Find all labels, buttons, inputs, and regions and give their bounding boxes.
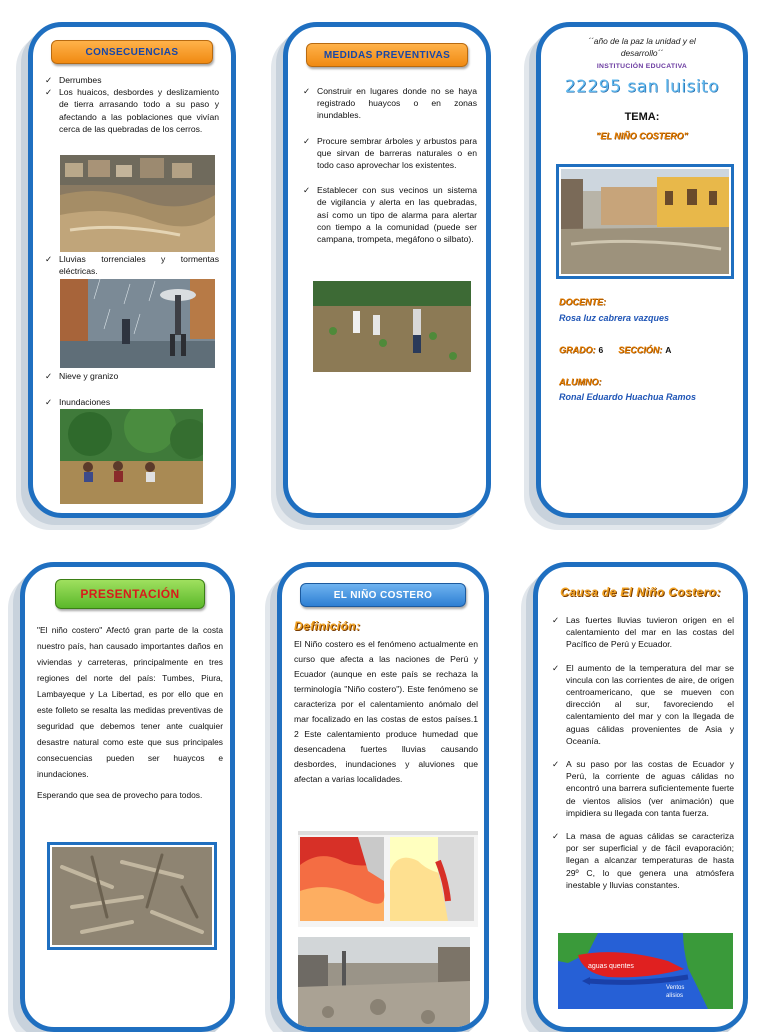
medidas-header: MEDIDAS PREVENTIVAS <box>306 43 468 67</box>
alumno-name: Ronal Eduardo Huachua Ramos <box>559 392 697 402</box>
panel-causa <box>533 562 748 1032</box>
causa-header: Causa de El Niño Costero: <box>560 585 721 599</box>
seccion-label: SECCIÓN: <box>618 345 663 355</box>
grado-seccion <box>559 345 671 355</box>
map-label-alisios: alísios <box>666 993 684 999</box>
flooded-street-photo <box>556 164 734 279</box>
map-label-aguas: aguas quentes <box>588 963 634 970</box>
medidas-list <box>301 85 477 245</box>
seccion-value: A <box>665 345 672 355</box>
list-item: ✓ Construir en lugares donde no se haya registrado huaycos o en zonas inundables. <box>301 85 477 122</box>
mudslide-street-photo <box>298 937 470 1032</box>
map-label-ventos: Ventos <box>666 985 685 991</box>
grado-value: 6 <box>598 345 604 355</box>
nino-header: EL NIÑO COSTERO <box>300 583 466 607</box>
panel-consecuencias <box>28 22 236 518</box>
consecuencias-header: CONSECUENCIAS <box>51 40 213 64</box>
list-item: ✓ Procure sembrar árboles y arbustos para que sirvan de barreras naturales o en todo caso aprovechar los existentes. <box>301 135 477 172</box>
tema-value: "EL NIÑO COSTERO" <box>596 131 688 141</box>
consecuencias-list <box>43 74 219 135</box>
school-name: 22295 san luisito <box>564 77 720 97</box>
presentacion-paragraph: "El niño costero" Afectó gran parte de la costa nuestro país, han causado importantes daños en viviendas y carreteras, principalmente en tres regiones del norte del país: Tumbes, Piura, Lambayeque y La Libertad, es por ello que en este folleto se resalta las medidas preventivas de seguridad que debemos tener ante cualquier desastre natural como este que sus principales consecuencias pueden ser huaycos e inundaciones. <box>37 625 223 779</box>
alumno-label: ALUMNO: <box>559 377 602 387</box>
list-item: ✓ Nieve y granizo <box>43 370 219 382</box>
motto: ´´año de la paz la unidad y el desarrollo´´ <box>588 36 696 58</box>
debris-photo <box>47 842 217 950</box>
list-item: ✓ Lluvias torrenciales y tormentas eléctricas. <box>43 253 219 277</box>
institution-label: INSTITUCIÓN EDUCATIVA <box>596 63 688 70</box>
docente-label: DOCENTE: <box>559 297 606 307</box>
panel-presentacion <box>20 562 235 1032</box>
panel-nino-costero <box>277 562 489 1032</box>
panel-portada <box>536 22 748 518</box>
list-item: ✓ El aumento de la temperatura del mar se vincula con las corrientes de aire, de origen centroamericano, que se mueven con dirección al sur, favoreciendo el calentamiento del mar y con la llegada de aguas cálidas provenientes de Asia y Oceanía. <box>550 662 734 747</box>
causa-list <box>550 614 734 891</box>
landslide-photo <box>60 155 215 252</box>
list-item: ✓ Inundaciones <box>43 396 219 408</box>
docente-name: Rosa luz cabrera vazques <box>559 313 670 323</box>
rain-photo <box>60 279 215 368</box>
ocean-currents-map <box>558 933 733 1009</box>
sea-temperature-maps <box>298 831 478 927</box>
list-item: ✓ Establecer con sus vecinos un sistema de vigilancia y alerta en las quebradas, así como un tipo de alarma para alertar con tiempo a la comunidad (puede ser campana, trompeta, megáfono o silbato). <box>301 184 477 245</box>
panel-medidas-preventivas <box>283 22 491 518</box>
presentacion-closing: Esperando que sea de provecho para todos. <box>37 790 203 800</box>
list-item: ✓ Los huaicos, desbordes y deslizamiento de tierra arrasando todo a su paso y afectando a las poblaciones que vivían cerca de las quebradas de los cerros. <box>43 86 219 135</box>
flood-photo <box>60 409 203 504</box>
definicion-label: Definición: <box>294 619 361 633</box>
grado-label: GRADO: <box>559 345 596 355</box>
tema-label: TEMA: <box>624 111 660 123</box>
tree-planting-photo <box>313 281 471 372</box>
list-item: ✓ La masa de aguas cálidas se caracteriza por ser superficial y de fácil evaporación; llegan a alcanzar temperaturas de hasta 29º C, lo que genera una atmósfera inestable y lluvias constantes. <box>550 830 734 891</box>
list-item: ✓ A su paso por las costas de Ecuador y Perú, la corriente de aguas cálidas no encontró una barrera suficientemente fuerte de vientos alisios (ver animación) que impidiera su llegada con tanta fuerza. <box>550 758 734 819</box>
definicion-text: El Niño costero es el fenómeno actualmente en curso que afecta a las naciones de Perú y Ecuador (aunque en este país se rechaza la terminología "Niño costero"). Este fenómeno se caracteriza por el calentamiento anómalo del mar focalizado en las costas de estos países.1 2 Este calentamiento produce humedad que desencadena fuertes lluvias causando desbordes, inundaciones y aluviones que afectan a varias localidades. <box>294 639 478 784</box>
list-item: ✓ Las fuertes lluvias tuvieron origen en el calentamiento del mar en las costas del Pacífico de Perú y Ecuador. <box>550 614 734 651</box>
presentacion-header: PRESENTACIÓN <box>55 579 205 609</box>
list-item: ✓ Derrumbes <box>43 74 219 86</box>
